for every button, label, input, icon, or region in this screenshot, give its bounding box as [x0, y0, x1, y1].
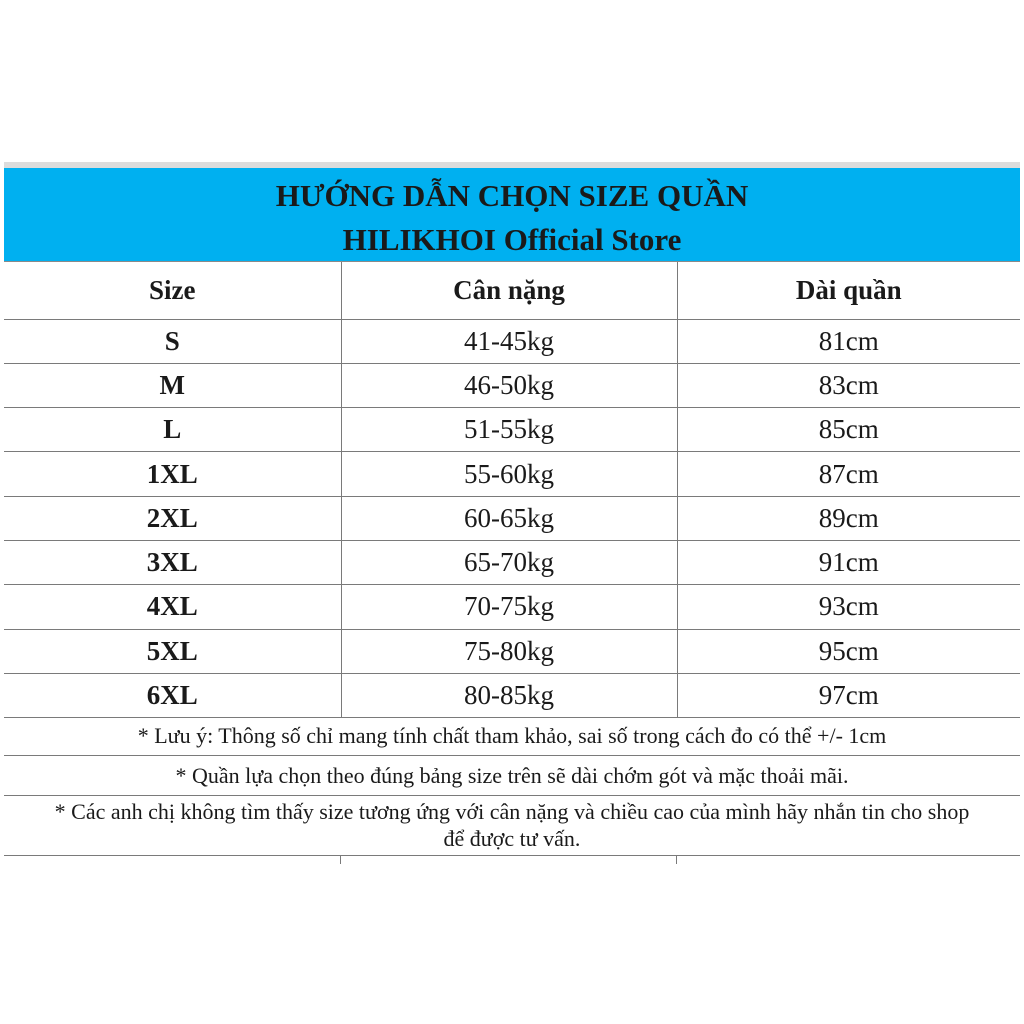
column-header-size: Size — [4, 262, 341, 319]
size-cell: 1XL — [4, 452, 341, 496]
table-row — [4, 319, 1020, 363]
table-row — [4, 496, 1020, 540]
weight-cell: 41-45kg — [341, 319, 677, 363]
length-cell: 81cm — [677, 319, 1020, 363]
weight-cell: 75-80kg — [341, 629, 677, 673]
weight-cell: 60-65kg — [341, 496, 677, 540]
weight-cell: 46-50kg — [341, 363, 677, 407]
size-cell: 4XL — [4, 585, 341, 629]
length-cell: 83cm — [677, 363, 1020, 407]
length-cell: 91cm — [677, 540, 1020, 584]
size-cell: 2XL — [4, 496, 341, 540]
table-row — [4, 629, 1020, 673]
page-title: HƯỚNG DẪN CHỌN SIZE QUẦN — [275, 178, 749, 213]
column-header-weight: Cân nặng — [341, 262, 677, 319]
size-guide-sheet — [4, 162, 1020, 864]
weight-cell: 65-70kg — [341, 540, 677, 584]
grid-line — [676, 856, 677, 864]
title-banner — [4, 168, 1020, 262]
length-cell: 89cm — [677, 496, 1020, 540]
table-row — [4, 363, 1020, 407]
weight-cell: 80-85kg — [341, 673, 677, 717]
length-cell: 95cm — [677, 629, 1020, 673]
grid-line — [340, 856, 341, 864]
table-row — [4, 408, 1020, 452]
note-fit: * Quần lựa chọn theo đúng bảng size trên sẽ dài chớm gót và mặc thoải mãi. — [4, 756, 1020, 796]
weight-cell: 70-75kg — [341, 585, 677, 629]
weight-cell: 51-55kg — [341, 408, 677, 452]
table-header-row — [4, 262, 1020, 319]
length-cell: 87cm — [677, 452, 1020, 496]
length-cell: 85cm — [677, 408, 1020, 452]
size-cell: 5XL — [4, 629, 341, 673]
note-contact — [4, 796, 1020, 856]
column-header-length: Dài quần — [677, 262, 1020, 319]
note-contact-line-1: * Các anh chị không tìm thấy size tương ứng với cân nặng và chiều cao của mình hãy nhắn tin cho shop — [54, 799, 970, 824]
length-cell: 97cm — [677, 673, 1020, 717]
size-cell: S — [4, 319, 341, 363]
table-row — [4, 585, 1020, 629]
note-tolerance: * Lưu ý: Thông số chỉ mang tính chất tham khảo, sai số trong cách đo có thể +/- 1cm — [4, 717, 1020, 756]
note-contact-line-2: để được tư vấn. — [443, 826, 581, 851]
table-row — [4, 452, 1020, 496]
size-cell: 3XL — [4, 540, 341, 584]
store-name: HILIKHOI Official Store — [342, 222, 682, 257]
weight-cell: 55-60kg — [341, 452, 677, 496]
size-cell: 6XL — [4, 673, 341, 717]
length-cell: 93cm — [677, 585, 1020, 629]
size-cell: M — [4, 363, 341, 407]
table-row — [4, 673, 1020, 717]
size-cell: L — [4, 408, 341, 452]
size-table — [4, 262, 1020, 718]
table-row — [4, 540, 1020, 584]
